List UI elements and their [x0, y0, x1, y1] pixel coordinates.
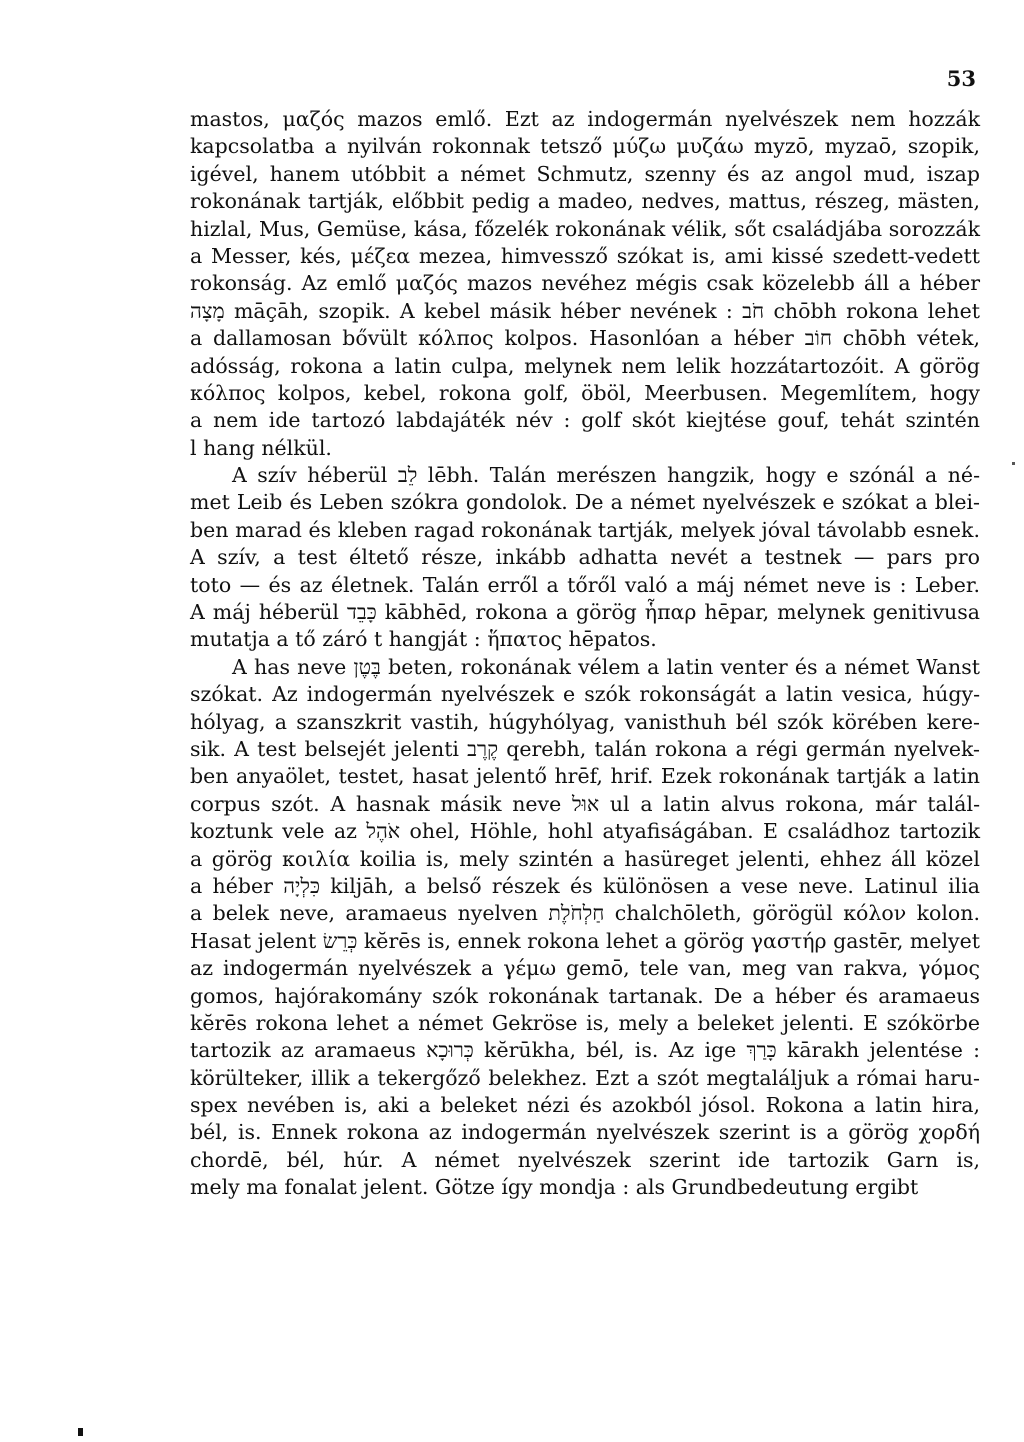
text-line: spex nevében is, aki a beleket nézi és azokból jósol. Rokona a latin hira, — [190, 1093, 980, 1118]
text-line: a dallamosan bővült κόλπος kolpos. Hasonlóan a héber חוֹב chōbh vétek, — [190, 326, 981, 351]
text-line: κόλπος kolpos, kebel, rokona golf, öböl, Meerbusen. Megemlítem, hogy — [190, 380, 980, 405]
text-line: körülteker, illik a tekergőző belekhez. Ezt a szót megtaláljuk a római haru- — [190, 1065, 980, 1090]
text-line: tartozik az aramaeus כְּרוּכָא kĕrūkha, bél, is. Az ige כָּרַךְ kārakh jelentése : — [190, 1038, 980, 1063]
text-line: a Messer, kés, μέζεα mezea, himvessző szókat is, ami kissé szedett-vedett — [190, 243, 980, 268]
text-line: A szív, a test éltető része, inkább adhatta nevét a testnek — pars pro — [190, 545, 980, 570]
text-line: A szív héberül לֵב lēbh. Talán merészen hangzik, hogy e szónál a né- — [232, 463, 980, 488]
text-line: adósság, rokona a latin culpa, melynek nem lelik hozzátartozóit. A görög — [190, 353, 980, 378]
text-line: chordē, bél, húr. A német nyelvészek szerint ide tartozik Garn is, — [190, 1147, 980, 1172]
text-line: Hasat jelent כְּרֵשׂ kĕrēs is, ennek rokona lehet a görög γαστήρ gastēr, melyet — [190, 928, 980, 953]
page-number: 53 — [946, 66, 976, 91]
text-line: igével, hanem utóbbit a német Schmutz, szenny és az angol mud, iszap — [190, 161, 980, 186]
text-line: a görög κοιλία koilia is, mely szintén a hasüreget jelenti, ehhez áll közel — [190, 846, 980, 871]
paragraph — [190, 106, 980, 462]
text-line: kĕrēs rokona lehet a német Gekröse is, mely a beleket jelenti. E szókörbe — [190, 1010, 980, 1035]
text-line: rokonának tartják, előbbit pedig a madeo, nedves, mattus, részeg, mästen, — [190, 189, 980, 214]
text-line: A has neve בֶּטֶן beten, rokonának vélem a latin venter és a német Wanst — [232, 654, 980, 679]
paragraph — [190, 462, 980, 654]
text-line: szókat. Az indogermán nyelvészek e szók rokonságát a latin vesica, húgy- — [190, 682, 980, 707]
text-line: hizlal, Mus, Gemüse, kása, főzelék rokonának vélik, sőt családjába sorozzák — [190, 216, 980, 241]
text-line: A máj héberül כָּבֵד kābhēd, rokona a görög ἧπαρ hēpar, melynek genitivusa — [190, 600, 980, 625]
text-line: ben marad és kleben ragad rokonának tartják, melyek jóval távolabb esnek. — [190, 517, 980, 542]
text-line: mastos, μαζός mazos emlő. Ezt az indogermán nyelvészek nem hozzák — [190, 107, 980, 131]
body-text — [190, 106, 980, 1202]
scan-mark — [78, 1428, 83, 1436]
text-line: bél, is. Ennek rokona az indogermán nyelvészek szerint is a görög χορδή — [190, 1120, 980, 1145]
text-line: corpus szót. A hasnak másik neve אוּל ul a latin alvus rokona, már talál- — [190, 791, 980, 816]
text-line: az indogermán nyelvészek a γέμω gemō, tele van, meg van rakva, γόμος — [190, 956, 980, 981]
text-line: מָצָה māçāh, szopik. A kebel másik héber nevének : חֹב chōbh rokona lehet — [190, 298, 980, 323]
text-line: a héber כִּלְיָה kiljāh, a belső részek és különösen a vese neve. Latinul ilia — [190, 873, 980, 898]
text-line: a belek neve, aramaeus nyelven חַלְחֹלֶת chalchōleth, görögül κόλον kolon. — [190, 901, 980, 926]
text-line: hólyag, a szanszkrit vastih, húgyhólyag, vanisthuh bél szók körében kere- — [190, 709, 980, 734]
text-line: kapcsolatba a nyilván rokonnak tetsző μύζω μυζάω myzō, myzaō, szopik, — [190, 134, 980, 159]
text-line: ben anyaölet, testet, hasat jelentő hrēf, hrif. Ezek rokonának tartják a latin — [190, 764, 980, 789]
text-line: l hang nélkül. — [190, 435, 332, 460]
text-line: gomos, hajórakomány szók rokonának tartanak. De a héber és aramaeus — [190, 983, 980, 1008]
text-line: mutatja a tő záró t hangját : ἥπατος hēpatos. — [190, 627, 657, 652]
text-line: met Leib és Leben szókra gondolok. De a német nyelvészek e szókat a blei- — [190, 490, 980, 515]
text-line: toto — és az életnek. Talán erről a tőről való a máj német neve is : Leber. — [190, 572, 980, 597]
margin-mark — [1012, 462, 1015, 465]
text-line: rokonság. Az emlő μαζός mazos nevéhez mégis csak közelebb áll a héber — [190, 271, 980, 296]
text-line: koztunk vele az אֹהֶל ohel, Höhle, hohl atyafiságában. E családhoz tartozik — [190, 819, 980, 844]
text-line: sik. A test belsejét jelenti קֶרֶב qerebh, talán rokona a régi germán nyelvek- — [190, 736, 980, 761]
text-line: a nem ide tartozó labdajáték név : golf skót kiejtése gouf, tehát szintén — [190, 408, 980, 433]
paragraph — [190, 654, 980, 1202]
text-line: mely ma fonalat jelent. Götze így mondja : als Grundbedeutung ergibt — [190, 1175, 919, 1200]
